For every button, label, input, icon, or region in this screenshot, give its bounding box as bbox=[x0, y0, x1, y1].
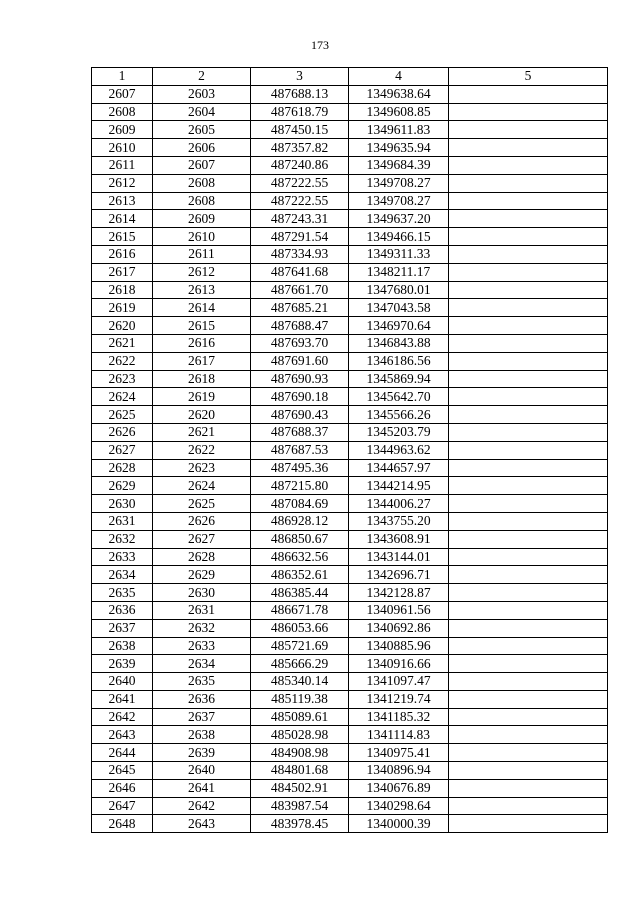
table-cell: 2619 bbox=[153, 388, 251, 406]
table-cell: 1344963.62 bbox=[349, 441, 449, 459]
table-row bbox=[92, 655, 608, 673]
table-cell: 2632 bbox=[92, 530, 153, 548]
table-cell: 486671.78 bbox=[251, 601, 349, 619]
table-row bbox=[92, 121, 608, 139]
table-cell: 1348211.17 bbox=[349, 263, 449, 281]
table-cell: 2633 bbox=[153, 637, 251, 655]
coordinates-table bbox=[91, 67, 608, 833]
table-cell: 1343144.01 bbox=[349, 548, 449, 566]
table-row bbox=[92, 637, 608, 655]
table-cell bbox=[449, 299, 608, 317]
table-cell: 2629 bbox=[153, 566, 251, 584]
table-cell: 1340896.94 bbox=[349, 762, 449, 780]
table-cell bbox=[449, 619, 608, 637]
table-cell: 2623 bbox=[92, 370, 153, 388]
table-cell: 2643 bbox=[92, 726, 153, 744]
table-cell: 1345642.70 bbox=[349, 388, 449, 406]
table-cell: 487357.82 bbox=[251, 139, 349, 157]
table-row bbox=[92, 370, 608, 388]
table-cell: 487222.55 bbox=[251, 192, 349, 210]
table-cell bbox=[449, 459, 608, 477]
table-cell bbox=[449, 228, 608, 246]
table-cell: 1345566.26 bbox=[349, 406, 449, 424]
table-cell: 1349466.15 bbox=[349, 228, 449, 246]
table-cell: 2617 bbox=[153, 352, 251, 370]
table-cell: 2631 bbox=[92, 512, 153, 530]
table-cell: 485089.61 bbox=[251, 708, 349, 726]
table-cell: 2618 bbox=[92, 281, 153, 299]
table-cell: 486928.12 bbox=[251, 512, 349, 530]
table-cell: 2613 bbox=[92, 192, 153, 210]
table-cell bbox=[449, 495, 608, 513]
table-cell: 2638 bbox=[153, 726, 251, 744]
table-cell: 1349708.27 bbox=[349, 192, 449, 210]
table-cell: 2634 bbox=[92, 566, 153, 584]
table-row bbox=[92, 423, 608, 441]
table-row bbox=[92, 673, 608, 691]
table-row bbox=[92, 139, 608, 157]
table-cell: 487495.36 bbox=[251, 459, 349, 477]
table-cell bbox=[449, 566, 608, 584]
table-cell: 2642 bbox=[92, 708, 153, 726]
table-cell: 487688.37 bbox=[251, 423, 349, 441]
table-cell bbox=[449, 334, 608, 352]
table-cell bbox=[449, 637, 608, 655]
table-cell: 2621 bbox=[153, 423, 251, 441]
table-row bbox=[92, 156, 608, 174]
table-cell: 1349638.64 bbox=[349, 85, 449, 103]
table-row bbox=[92, 762, 608, 780]
table-cell: 1342128.87 bbox=[349, 584, 449, 602]
table-cell: 2604 bbox=[153, 103, 251, 121]
table-row bbox=[92, 619, 608, 637]
table-cell: 2616 bbox=[92, 245, 153, 263]
table-cell: 485721.69 bbox=[251, 637, 349, 655]
table-cell bbox=[449, 281, 608, 299]
table-row bbox=[92, 174, 608, 192]
table-cell: 483978.45 bbox=[251, 815, 349, 833]
table-cell: 1349635.94 bbox=[349, 139, 449, 157]
table-cell bbox=[449, 512, 608, 530]
table-cell: 2603 bbox=[153, 85, 251, 103]
table-cell bbox=[449, 673, 608, 691]
page-number: 173 bbox=[311, 38, 329, 52]
table-cell bbox=[449, 103, 608, 121]
table-row bbox=[92, 103, 608, 121]
table-cell: 486352.61 bbox=[251, 566, 349, 584]
table-cell: 2613 bbox=[153, 281, 251, 299]
table-cell: 2607 bbox=[153, 156, 251, 174]
table-cell: 487618.79 bbox=[251, 103, 349, 121]
table-cell: 2642 bbox=[153, 797, 251, 815]
table-row bbox=[92, 406, 608, 424]
table-cell: 487690.93 bbox=[251, 370, 349, 388]
table-cell: 2626 bbox=[92, 423, 153, 441]
table-cell: 2631 bbox=[153, 601, 251, 619]
table-row bbox=[92, 815, 608, 833]
table-cell: 2639 bbox=[153, 744, 251, 762]
table-row bbox=[92, 459, 608, 477]
table-row bbox=[92, 797, 608, 815]
table-cell: 2633 bbox=[92, 548, 153, 566]
table-cell: 1340298.64 bbox=[349, 797, 449, 815]
table-cell: 1343755.20 bbox=[349, 512, 449, 530]
table-cell: 2625 bbox=[92, 406, 153, 424]
table-cell: 2617 bbox=[92, 263, 153, 281]
table-cell bbox=[449, 85, 608, 103]
header-cell: 2 bbox=[153, 68, 251, 86]
table-cell: 1347043.58 bbox=[349, 299, 449, 317]
table-row bbox=[92, 477, 608, 495]
table-cell: 2606 bbox=[153, 139, 251, 157]
table-row bbox=[92, 263, 608, 281]
table-cell: 1346186.56 bbox=[349, 352, 449, 370]
table-header bbox=[92, 68, 608, 86]
table-row bbox=[92, 566, 608, 584]
table-cell: 487691.60 bbox=[251, 352, 349, 370]
table-cell bbox=[449, 263, 608, 281]
table-row bbox=[92, 441, 608, 459]
table-cell: 2609 bbox=[153, 210, 251, 228]
table-cell: 2635 bbox=[92, 584, 153, 602]
table-cell bbox=[449, 156, 608, 174]
table-cell: 1340916.66 bbox=[349, 655, 449, 673]
table-cell: 2634 bbox=[153, 655, 251, 673]
table-cell bbox=[449, 477, 608, 495]
table-cell: 486053.66 bbox=[251, 619, 349, 637]
table-cell bbox=[449, 210, 608, 228]
table-cell: 2639 bbox=[92, 655, 153, 673]
table-cell bbox=[449, 708, 608, 726]
table-cell bbox=[449, 530, 608, 548]
table-cell bbox=[449, 690, 608, 708]
table-cell: 487240.86 bbox=[251, 156, 349, 174]
table-cell: 487687.53 bbox=[251, 441, 349, 459]
table-cell bbox=[449, 815, 608, 833]
table-cell: 2643 bbox=[153, 815, 251, 833]
table-cell: 1343608.91 bbox=[349, 530, 449, 548]
table-cell: 1345869.94 bbox=[349, 370, 449, 388]
table-row bbox=[92, 548, 608, 566]
table-cell: 1341185.32 bbox=[349, 708, 449, 726]
table-cell bbox=[449, 139, 608, 157]
table-cell: 2638 bbox=[92, 637, 153, 655]
table-cell: 1341219.74 bbox=[349, 690, 449, 708]
table-cell: 2611 bbox=[153, 245, 251, 263]
header-row bbox=[92, 68, 608, 86]
table-cell: 2620 bbox=[92, 317, 153, 335]
table-row bbox=[92, 317, 608, 335]
table-row bbox=[92, 334, 608, 352]
table-cell: 2625 bbox=[153, 495, 251, 513]
table-row bbox=[92, 495, 608, 513]
table-cell: 2610 bbox=[153, 228, 251, 246]
table-cell bbox=[449, 779, 608, 797]
table-row bbox=[92, 690, 608, 708]
table-cell bbox=[449, 352, 608, 370]
table-cell: 487084.69 bbox=[251, 495, 349, 513]
table-cell: 1344214.95 bbox=[349, 477, 449, 495]
table-cell: 487450.15 bbox=[251, 121, 349, 139]
table-cell: 2610 bbox=[92, 139, 153, 157]
table-cell: 487693.70 bbox=[251, 334, 349, 352]
table-row bbox=[92, 512, 608, 530]
table-row bbox=[92, 299, 608, 317]
table-row bbox=[92, 210, 608, 228]
table-cell: 1340676.89 bbox=[349, 779, 449, 797]
table-row bbox=[92, 601, 608, 619]
table-cell bbox=[449, 762, 608, 780]
table-cell: 1349311.33 bbox=[349, 245, 449, 263]
table-cell: 2612 bbox=[153, 263, 251, 281]
table-cell: 487641.68 bbox=[251, 263, 349, 281]
table-cell: 485028.98 bbox=[251, 726, 349, 744]
table-cell: 2645 bbox=[92, 762, 153, 780]
table-cell: 1340885.96 bbox=[349, 637, 449, 655]
table-cell: 486850.67 bbox=[251, 530, 349, 548]
table-cell bbox=[449, 406, 608, 424]
table-cell: 1349637.20 bbox=[349, 210, 449, 228]
table-cell: 2637 bbox=[153, 708, 251, 726]
table-cell bbox=[449, 317, 608, 335]
table-cell: 2635 bbox=[153, 673, 251, 691]
table-row bbox=[92, 388, 608, 406]
table-cell: 2647 bbox=[92, 797, 153, 815]
table-cell: 2611 bbox=[92, 156, 153, 174]
table-row bbox=[92, 584, 608, 602]
table-cell: 2608 bbox=[153, 174, 251, 192]
header-cell: 3 bbox=[251, 68, 349, 86]
table-cell: 2614 bbox=[92, 210, 153, 228]
table-cell bbox=[449, 245, 608, 263]
table-cell: 2609 bbox=[92, 121, 153, 139]
table-row bbox=[92, 530, 608, 548]
table-cell: 484908.98 bbox=[251, 744, 349, 762]
table-cell: 2627 bbox=[92, 441, 153, 459]
table-cell bbox=[449, 797, 608, 815]
table-cell: 2627 bbox=[153, 530, 251, 548]
table-cell: 2644 bbox=[92, 744, 153, 762]
table-cell bbox=[449, 744, 608, 762]
table-row bbox=[92, 228, 608, 246]
table-cell: 2646 bbox=[92, 779, 153, 797]
table-cell: 2621 bbox=[92, 334, 153, 352]
table-cell: 2640 bbox=[92, 673, 153, 691]
table-cell: 486632.56 bbox=[251, 548, 349, 566]
table-row bbox=[92, 708, 608, 726]
table-cell bbox=[449, 423, 608, 441]
table-cell: 2628 bbox=[153, 548, 251, 566]
table-cell: 1340692.86 bbox=[349, 619, 449, 637]
table-cell: 1340975.41 bbox=[349, 744, 449, 762]
table-cell: 2636 bbox=[92, 601, 153, 619]
table-cell bbox=[449, 174, 608, 192]
table-cell: 2630 bbox=[153, 584, 251, 602]
table-cell: 486385.44 bbox=[251, 584, 349, 602]
table-cell: 2630 bbox=[92, 495, 153, 513]
header-cell: 5 bbox=[449, 68, 608, 86]
table-cell: 487690.43 bbox=[251, 406, 349, 424]
table-cell: 1340961.56 bbox=[349, 601, 449, 619]
table-row bbox=[92, 744, 608, 762]
table-cell: 1341114.83 bbox=[349, 726, 449, 744]
table-cell: 1344006.27 bbox=[349, 495, 449, 513]
table-cell: 2641 bbox=[153, 779, 251, 797]
header-cell: 4 bbox=[349, 68, 449, 86]
table-cell: 1349684.39 bbox=[349, 156, 449, 174]
table-cell: 2622 bbox=[92, 352, 153, 370]
table-cell: 2640 bbox=[153, 762, 251, 780]
table-cell: 2629 bbox=[92, 477, 153, 495]
table-cell bbox=[449, 584, 608, 602]
table-cell bbox=[449, 192, 608, 210]
table-cell bbox=[449, 601, 608, 619]
table-cell: 1346843.88 bbox=[349, 334, 449, 352]
table-cell: 2626 bbox=[153, 512, 251, 530]
table-cell: 2612 bbox=[92, 174, 153, 192]
table-body bbox=[92, 85, 608, 832]
table-cell: 2615 bbox=[153, 317, 251, 335]
table-cell: 2614 bbox=[153, 299, 251, 317]
table-cell: 1344657.97 bbox=[349, 459, 449, 477]
table-cell: 2623 bbox=[153, 459, 251, 477]
table-cell: 2615 bbox=[92, 228, 153, 246]
table-cell: 1349611.83 bbox=[349, 121, 449, 139]
table-row bbox=[92, 726, 608, 744]
table-cell bbox=[449, 548, 608, 566]
table-cell: 487685.21 bbox=[251, 299, 349, 317]
table-cell: 2641 bbox=[92, 690, 153, 708]
table-row bbox=[92, 192, 608, 210]
table-cell: 485119.38 bbox=[251, 690, 349, 708]
table-cell: 1347680.01 bbox=[349, 281, 449, 299]
table-cell bbox=[449, 441, 608, 459]
table-cell: 487215.80 bbox=[251, 477, 349, 495]
table-cell: 2632 bbox=[153, 619, 251, 637]
table-cell: 487291.54 bbox=[251, 228, 349, 246]
table-cell: 2620 bbox=[153, 406, 251, 424]
table-cell bbox=[449, 655, 608, 673]
table-cell: 1346970.64 bbox=[349, 317, 449, 335]
table-cell: 487243.31 bbox=[251, 210, 349, 228]
table-cell: 1341097.47 bbox=[349, 673, 449, 691]
table-cell: 2608 bbox=[92, 103, 153, 121]
table-cell: 487688.47 bbox=[251, 317, 349, 335]
table-cell: 1349708.27 bbox=[349, 174, 449, 192]
table-cell bbox=[449, 121, 608, 139]
table-cell: 2608 bbox=[153, 192, 251, 210]
table-cell: 2622 bbox=[153, 441, 251, 459]
table-row bbox=[92, 352, 608, 370]
table-cell: 1340000.39 bbox=[349, 815, 449, 833]
table-cell: 487661.70 bbox=[251, 281, 349, 299]
table-cell: 2605 bbox=[153, 121, 251, 139]
table-cell: 2607 bbox=[92, 85, 153, 103]
table-cell: 2618 bbox=[153, 370, 251, 388]
table-cell: 484502.91 bbox=[251, 779, 349, 797]
table-cell: 2628 bbox=[92, 459, 153, 477]
table-cell: 487334.93 bbox=[251, 245, 349, 263]
table-cell: 487688.13 bbox=[251, 85, 349, 103]
table-cell: 2616 bbox=[153, 334, 251, 352]
table-cell: 487690.18 bbox=[251, 388, 349, 406]
table-cell: 483987.54 bbox=[251, 797, 349, 815]
table-cell: 1349608.85 bbox=[349, 103, 449, 121]
table-cell: 2624 bbox=[153, 477, 251, 495]
table-row bbox=[92, 281, 608, 299]
table-cell: 2648 bbox=[92, 815, 153, 833]
table-cell: 485666.29 bbox=[251, 655, 349, 673]
table-row bbox=[92, 245, 608, 263]
table-cell: 1342696.71 bbox=[349, 566, 449, 584]
table-cell: 484801.68 bbox=[251, 762, 349, 780]
table-cell: 2619 bbox=[92, 299, 153, 317]
table-row bbox=[92, 779, 608, 797]
table-cell: 2637 bbox=[92, 619, 153, 637]
table-cell: 2636 bbox=[153, 690, 251, 708]
header-cell: 1 bbox=[92, 68, 153, 86]
table-cell: 487222.55 bbox=[251, 174, 349, 192]
table-cell: 485340.14 bbox=[251, 673, 349, 691]
table-cell bbox=[449, 388, 608, 406]
table-cell bbox=[449, 726, 608, 744]
table-cell: 2624 bbox=[92, 388, 153, 406]
table-row bbox=[92, 85, 608, 103]
table-cell: 1345203.79 bbox=[349, 423, 449, 441]
table-cell bbox=[449, 370, 608, 388]
